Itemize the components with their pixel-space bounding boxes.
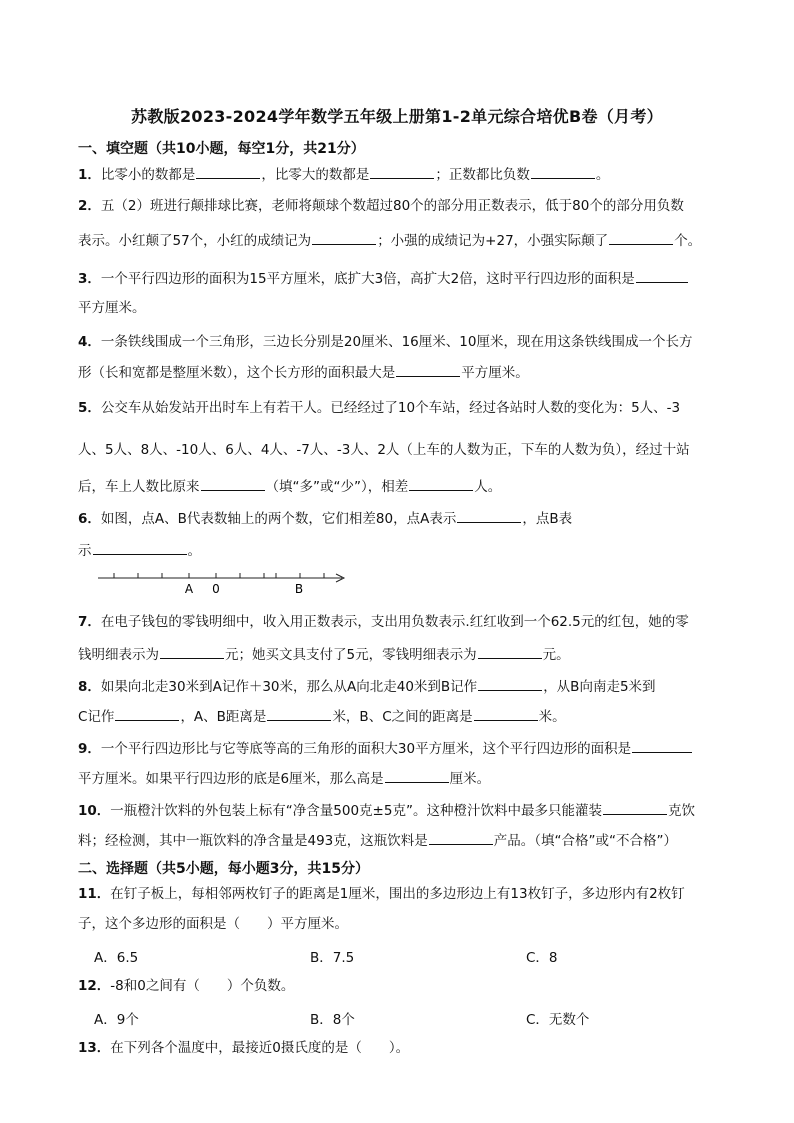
question-13 <box>78 1038 409 1058</box>
question-text: 一个平行四边形比与它等底等高的三角形的面积大30平方厘米，这个平行四边形的面积是 <box>100 741 632 757</box>
option-b[interactable]: B．7.5 <box>310 950 355 966</box>
question-text: 元。 <box>542 647 570 663</box>
question-text: 厘米。 <box>449 771 491 787</box>
option-c[interactable]: C．8 <box>526 950 558 966</box>
question-number: 2． <box>78 198 101 214</box>
question-text: 比零小的数都是 <box>100 167 196 183</box>
question-number: 6． <box>78 511 101 527</box>
answer-blank[interactable] <box>609 230 673 245</box>
question-number: 9． <box>78 741 101 757</box>
question-11-line-2 <box>78 914 348 934</box>
question-text: 形（长和宽都是整厘米数），这个长方形的面积最大是 <box>78 365 396 381</box>
question-text: 在下列各个温度中，最接近0摄氏度的是（ ）。 <box>110 1040 410 1056</box>
question-text: 。 <box>187 543 201 559</box>
answer-blank[interactable] <box>201 476 265 491</box>
question-text: 在电子钱包的零钱明细中，收入用正数表示，支出用负数表示.红红收到一个62.5元的红包，她的零 <box>100 614 689 630</box>
question-1 <box>78 164 609 185</box>
section-choice-heading: 二、选择题（共5小题，每小题3分，共15分） <box>78 861 369 877</box>
question-5 <box>78 398 680 418</box>
question-text: 一条铁线围成一个三角形，三边长分别是20厘米、16厘米、10厘米，现在用这条铁线围成一个长方 <box>100 334 693 350</box>
question-text: -8和0之间有（ ）个负数。 <box>110 978 295 994</box>
question-text: 产品。（填“合格”或“不合格”） <box>493 833 678 849</box>
question-text: 米。 <box>538 709 566 725</box>
answer-blank[interactable] <box>429 830 493 845</box>
question-text: 钱明细表示为 <box>78 647 159 663</box>
answer-blank[interactable] <box>370 164 434 179</box>
option-a[interactable]: A．9个 <box>94 1012 139 1028</box>
question-8 <box>78 676 656 697</box>
question-3-line-2 <box>78 298 146 318</box>
question-text: ，比零大的数都是 <box>261 167 370 183</box>
section-fill-in-heading: 一、填空题（共10小题，每空1分，共21分） <box>78 141 365 157</box>
answer-blank[interactable] <box>636 268 688 283</box>
question-8-line-2 <box>78 706 566 727</box>
question-text: 个。 <box>674 233 702 249</box>
question-number: 8． <box>78 679 101 695</box>
answer-blank[interactable] <box>267 706 331 721</box>
question-text: ，从B向南走5米到 <box>543 679 656 695</box>
question-text: 元；她买文具支付了5元，零钱明细表示为 <box>225 647 477 663</box>
question-4-line-2 <box>78 362 529 383</box>
zero-label: 0 <box>212 582 220 596</box>
answer-blank[interactable] <box>196 164 260 179</box>
question-text: 后，车上人数比原来 <box>78 479 200 495</box>
question-number: 5． <box>78 400 101 416</box>
option-a[interactable]: A．6.5 <box>94 950 139 966</box>
question-11 <box>78 884 685 904</box>
question-text: 在钉子板上，每相邻两枚钉子的距离是1厘米，围出的多边形边上有13枚钉子，多边形内有2枚钉 <box>110 886 685 902</box>
question-10-line-2 <box>78 830 677 851</box>
question-text: ，点B表 <box>522 511 573 527</box>
question-text: 平方厘米。 <box>461 365 529 381</box>
answer-blank[interactable] <box>396 362 460 377</box>
question-3 <box>78 268 689 289</box>
question-2 <box>78 196 684 216</box>
question-text: 平方厘米。 <box>78 300 146 316</box>
question-text: C记作 <box>78 709 115 725</box>
question-text: 如果向北走30米到A记作＋30米，那么从A向北走40米到B记作 <box>100 679 478 695</box>
question-7-line-2 <box>78 644 570 665</box>
page-title: 苏教版2023-2024学年数学五年级上册第1-2单元综合培优B卷（月考） <box>131 107 663 126</box>
question-number: 12． <box>78 978 111 994</box>
question-text: 人、5人、8人、-10人、6人、4人、-7人、-3人、2人（上车的人数为正，下车的人数为负），经过十站 <box>78 442 690 458</box>
point-b-label: B <box>294 582 304 596</box>
question-2-line-2 <box>78 230 701 251</box>
point-a-label: A <box>184 582 194 596</box>
question-text: 平方厘米。如果平行四边形的底是6厘米，那么高是 <box>78 771 384 787</box>
answer-blank[interactable] <box>115 706 179 721</box>
answer-blank[interactable] <box>160 644 224 659</box>
question-text: 人。 <box>474 479 502 495</box>
question-text: ，A、B距离是 <box>180 709 267 725</box>
answer-blank[interactable] <box>632 738 692 753</box>
question-number: 1． <box>78 167 101 183</box>
answer-blank[interactable] <box>409 476 473 491</box>
question-text: 五（2）班进行颠排球比赛，老师将颠球个数超过80个的部分用正数表示，低于80个的部分用负数 <box>100 198 684 214</box>
question-text: 如图，点A、B代表数轴上的两个数，它们相差80，点A表示 <box>100 511 457 527</box>
question-5-line-3 <box>78 476 501 497</box>
answer-blank[interactable] <box>457 508 521 523</box>
question-text: 一瓶橙汁饮料的外包装上标有“净含量500克±5克”。这种橙汁饮料中最多只能灌装 <box>110 803 602 819</box>
answer-blank[interactable] <box>474 706 538 721</box>
question-number: 4． <box>78 334 101 350</box>
question-text: 料；经检测，其中一瓶饮料的净含量是493克，这瓶饮料是 <box>78 833 428 849</box>
number-line-ticks <box>114 573 324 578</box>
answer-blank[interactable] <box>478 676 542 691</box>
answer-blank[interactable] <box>93 540 187 555</box>
question-text: ；小强的成绩记为+27，小强实际颠了 <box>377 233 609 249</box>
question-text: 公交车从始发站开出时车上有若干人。已经经过了10个车站，经过各站时人数的变化为：5人、-3 <box>100 400 681 416</box>
answer-blank[interactable] <box>478 644 542 659</box>
question-12 <box>78 976 294 996</box>
answer-blank[interactable] <box>312 230 376 245</box>
question-text: 示 <box>78 543 92 559</box>
question-6-line-2 <box>78 540 201 561</box>
question-number: 10． <box>78 803 111 819</box>
question-number: 11． <box>78 886 111 902</box>
question-number: 7． <box>78 614 101 630</box>
answer-blank[interactable] <box>531 164 595 179</box>
question-text: 一个平行四边形的面积为15平方厘米，底扩大3倍，高扩大2倍，这时平行四边形的面积是 <box>100 271 635 287</box>
answer-blank[interactable] <box>603 800 667 815</box>
question-text: 表示。小红颠了57个，小红的成绩记为 <box>78 233 312 249</box>
question-text: 子，这个多边形的面积是（ ）平方厘米。 <box>78 916 348 932</box>
option-c[interactable]: C．无数个 <box>526 1012 590 1028</box>
question-9 <box>78 738 693 759</box>
number-line-figure <box>94 566 354 598</box>
question-6 <box>78 508 572 529</box>
question-text: 克饮 <box>667 803 695 819</box>
question-text: 。 <box>595 167 610 183</box>
answer-blank[interactable] <box>385 768 449 783</box>
question-text: （填“多”或“少”），相差 <box>265 479 409 495</box>
option-b[interactable]: B．8个 <box>310 1012 355 1028</box>
question-7 <box>78 612 689 632</box>
question-number: 3． <box>78 271 101 287</box>
question-10 <box>78 800 695 821</box>
question-5-line-2 <box>78 440 690 460</box>
question-9-line-2 <box>78 768 490 789</box>
question-number: 13． <box>78 1040 111 1056</box>
question-text: ；正数都比负数 <box>435 167 530 183</box>
question-text: 米，B、C之间的距离是 <box>332 709 473 725</box>
question-4 <box>78 332 692 352</box>
